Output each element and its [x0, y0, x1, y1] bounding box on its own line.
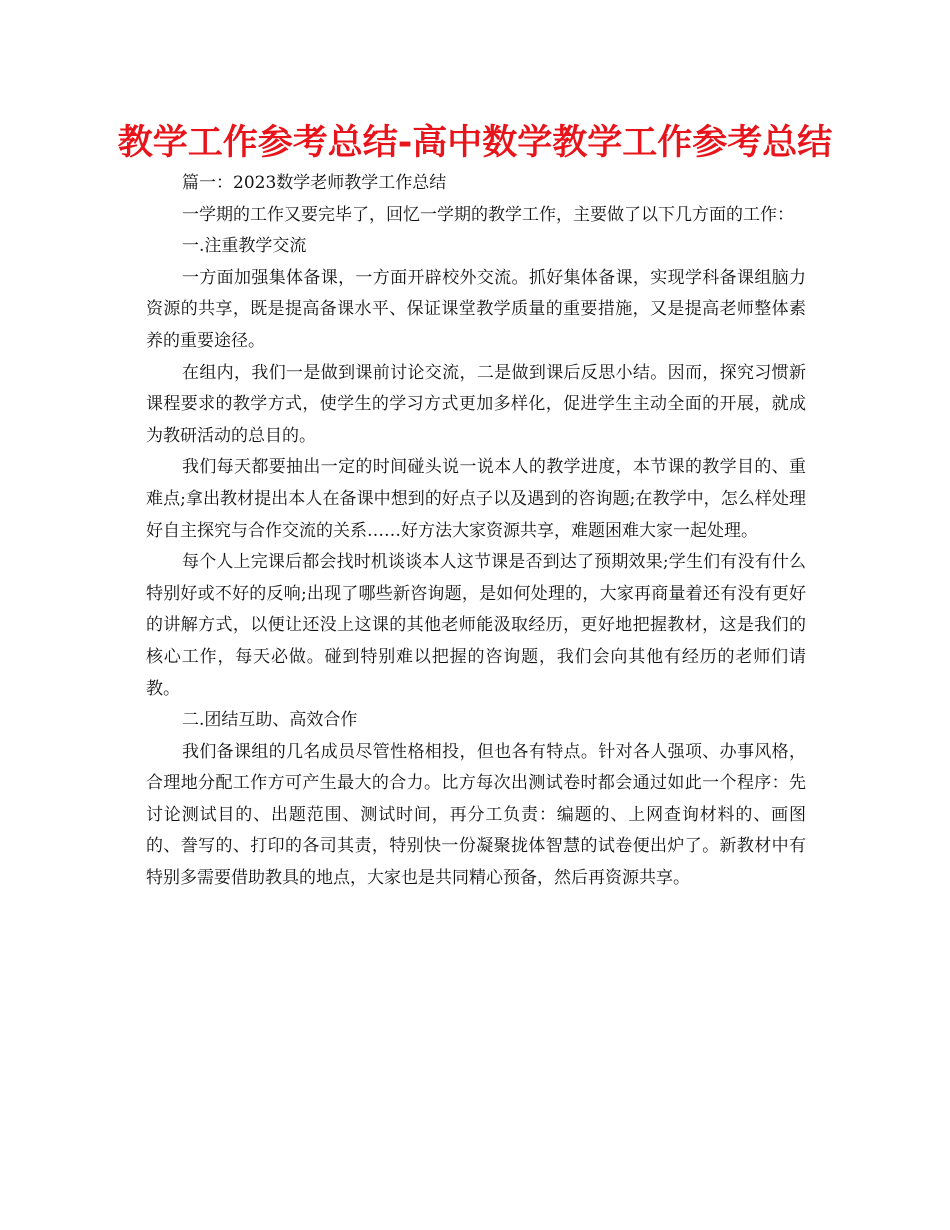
paragraph: 在组内，我们一是做到课前讨论交流，二是做到课后反思小结。因而，探究习惯新课程要求的教学方式，使学生的学习方式更加多样化，促进学生主动全面的开展，就成为教研活动的总目的。 [146, 362, 806, 446]
document-title: 教学工作参考总结-高中数学教学工作参考总结 [117, 123, 833, 163]
paragraph: 一方面加强集体备课，一方面开辟校外交流。抓好集体备课，实现学科备课组脑力资源的共享，既是提高备课水平、保证课堂教学质量的重要措施，又是提高老师整体素养的重要途径。 [146, 267, 806, 351]
document-body [146, 168, 806, 895]
paragraph-section-heading: 篇一：2023数学老师教学工作总结 [182, 173, 447, 193]
paragraph-heading-2: 二.团结互助、高效合作 [182, 710, 358, 731]
paragraph: 每个人上完课后都会找时机谈谈本人这节课是否到达了预期效果;学生们有没有什么特别好或不好的反响;出现了哪些新咨询题，是如何处理的，大家再商量着还有没有更好的讲解方式，以便让还没上这课的其他老师能汲取经历，更好地把握教材，这是我们的核心工作，每天必做。碰到特别难以把握的咨询题，我们会向其他有经历的老师们请教。 [146, 552, 806, 699]
paragraph: 我们每天都要抽出一定的时间碰头说一说本人的教学进度，本节课的教学目的、重难点;拿出教材提出本人在备课中想到的好点子以及遇到的咨询题;在教学中，怎么样处理好自主探究与合作交流的关系……好方法大家资源共享，难题困难大家一起处理。 [146, 457, 806, 541]
paragraph-heading-1: 一.注重教学交流 [182, 236, 307, 257]
paragraph-intro: 一学期的工作又要完毕了，回忆一学期的教学工作，主要做了以下几方面的工作： [182, 204, 794, 225]
paragraph: 我们备课组的几名成员尽管性格相投，但也各有特点。针对各人强项、办事风格，合理地分配工作方可产生最大的合力。比方每次出测试卷时都会通过如此一个程序：先讨论测试目的、出题范围、测试时间，再分工负责：编题的、上网查询材料的、画图的、誊写的、打印的各司其责，特别快一份凝聚拢体智慧的试卷便出炉了。新教材中有特别多需要借助教具的地点，大家也是共同精心预备，然后再资源共享。 [146, 741, 806, 889]
